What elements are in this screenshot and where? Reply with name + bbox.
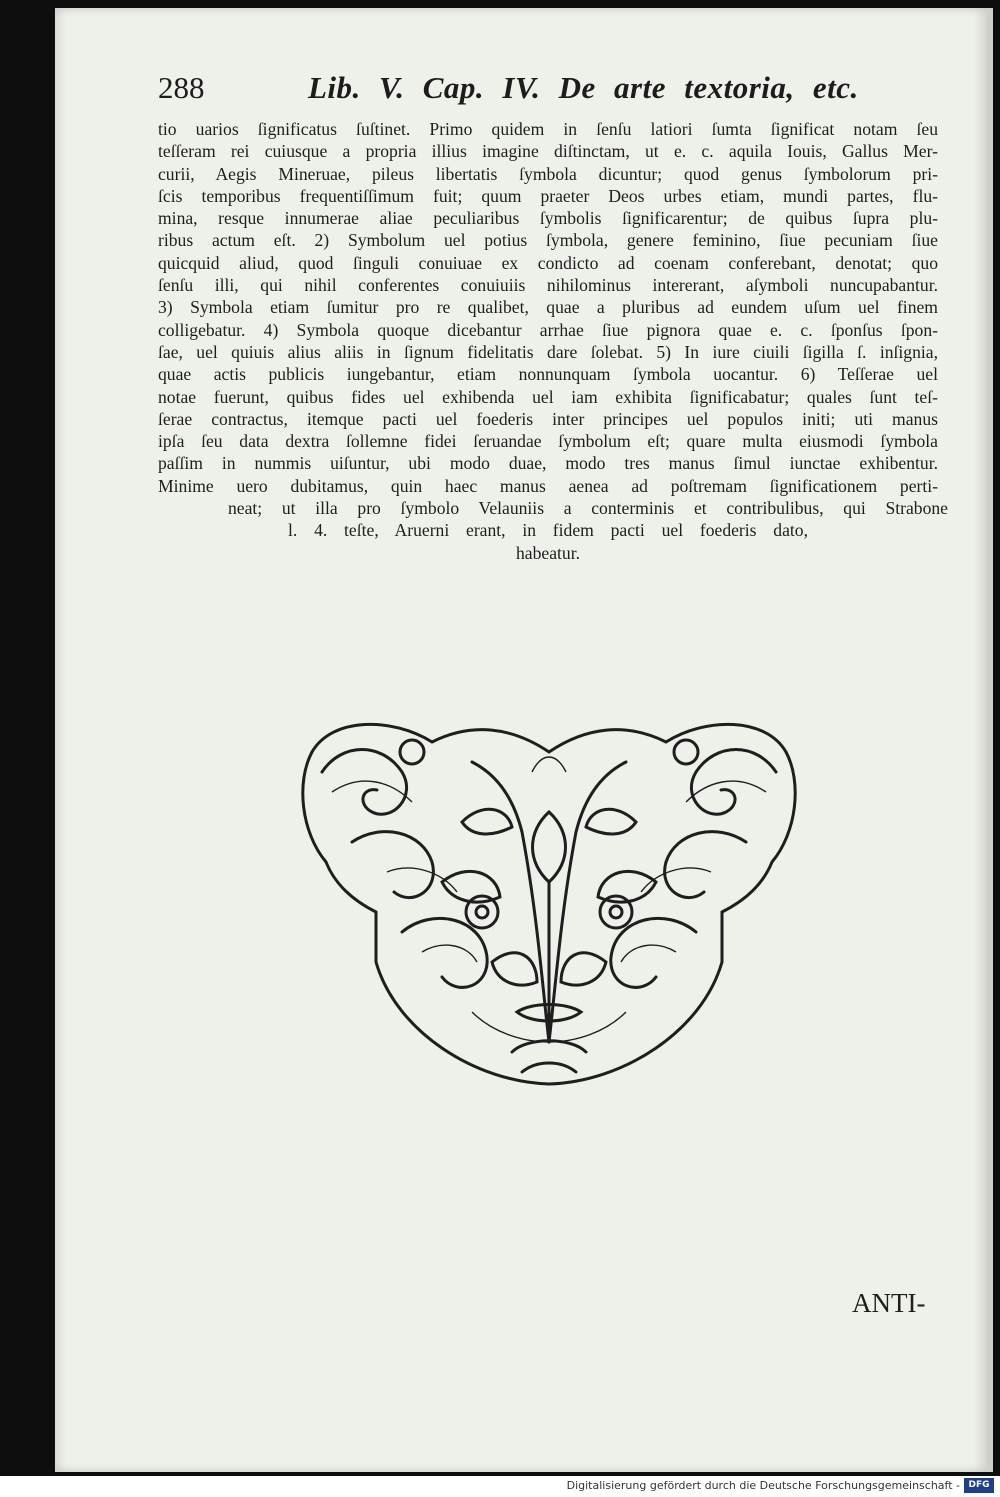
text-line: l. 4. teſte, Aruerni erant, in fidem pacti uel foederis dato, xyxy=(288,520,808,541)
running-head: Lib. V. Cap. IV. De arte textoria, etc. xyxy=(308,70,859,105)
page-edge xyxy=(987,8,993,1472)
text-line: ribus actum eſt. 2) Symbolum uel potius ſymbola, genere feminino, ſiue pecuniam ſiue xyxy=(158,230,938,251)
floral-ornament-icon xyxy=(292,712,806,1090)
text-line: ſae, uel quiuis alius aliis in ſignum fidelitatis dare ſolebat. 5) In iure ciuili ſigilla ſ. inſignia, xyxy=(158,341,938,362)
catchword: ANTI- xyxy=(852,1288,926,1318)
text-line: ipſa ſeu data dextra ſollemne fidei ſeruandae ſymbolum eſt; quare multa eiusmodi ſymbola xyxy=(158,431,938,452)
dfg-logo[interactable]: DFG xyxy=(964,1478,994,1493)
text-line: paſſim in nummis uiſuntur, ubi modo duae, modo tres manus ſimul iunctae exhibentur. xyxy=(158,453,938,474)
text-line: habeatur. xyxy=(516,542,580,563)
footer xyxy=(0,1476,1000,1497)
text-line: mina, resque innumerae aliae peculiaribus ſymbolis ſignificarentur; de quibus ſupra plu- xyxy=(158,208,938,229)
text-line: Minime uero dubitamus, quin haec manus aenea ad poſtremam ſignificationem perti- xyxy=(158,475,938,496)
text-line: quae actis publicis iungebantur, etiam nonnunquam ſymbola uocantur. 6) Teſſerae uel xyxy=(158,364,938,385)
text-line: ſcis temporibus frequentiſſimum fuit; quum praeter Deos urbes etiam, mundi partes, flu- xyxy=(158,185,938,206)
text-line: 3) Symbola etiam ſumitur pro re qualibet, quae a pluribus ad eundem uſum uel finem xyxy=(158,297,938,318)
text-line: curii, Aegis Mineruae, pileus libertatis ſymbola dicuntur; quod genus ſymbolorum pri- xyxy=(158,163,938,184)
body-text xyxy=(158,118,948,564)
text-line: neat; ut illa pro ſymbolo Velauniis a conterminis et contribulibus, qui Strabone xyxy=(228,498,948,519)
text-line: ſenſu illi, qui nihil conferentes conuiuiis nihilominus intererant, aſymboli nuncupabantur. xyxy=(158,275,938,296)
text-line: teſſeram rei cuiusque a propria illius imagine diſtinctam, ut e. c. aquila Iouis, Gallus Mer- xyxy=(158,141,938,162)
page-number: 288 xyxy=(158,70,205,105)
page-header xyxy=(158,70,948,110)
text-line: ſerae contractus, itemque pacti uel foederis inter principes uel populos initi; uti manus xyxy=(158,408,938,429)
text-line: tio uarios ſignificatus ſuſtinet. Primo quidem in ſenſu latiori ſumta ſignificat notam ſeu xyxy=(158,119,938,139)
text-line: quicquid aliud, quod ſinguli conuiuae ex condicto ad coenam conferebant, denotat; quo xyxy=(158,252,938,273)
text-line: colligebatur. 4) Symbola quoque dicebantur arrhae ſiue pignora quae e. c. ſponſus ſpon- xyxy=(158,319,938,340)
footer-credit: Digitalisierung gefördert durch die Deutsche Forschungsgemeinschaft - xyxy=(566,1479,960,1492)
text-line: notae fuerunt, quibus fides uel exhibenda uel iam exhibita ſignificabatur; quales ſunt teſ- xyxy=(158,386,938,407)
